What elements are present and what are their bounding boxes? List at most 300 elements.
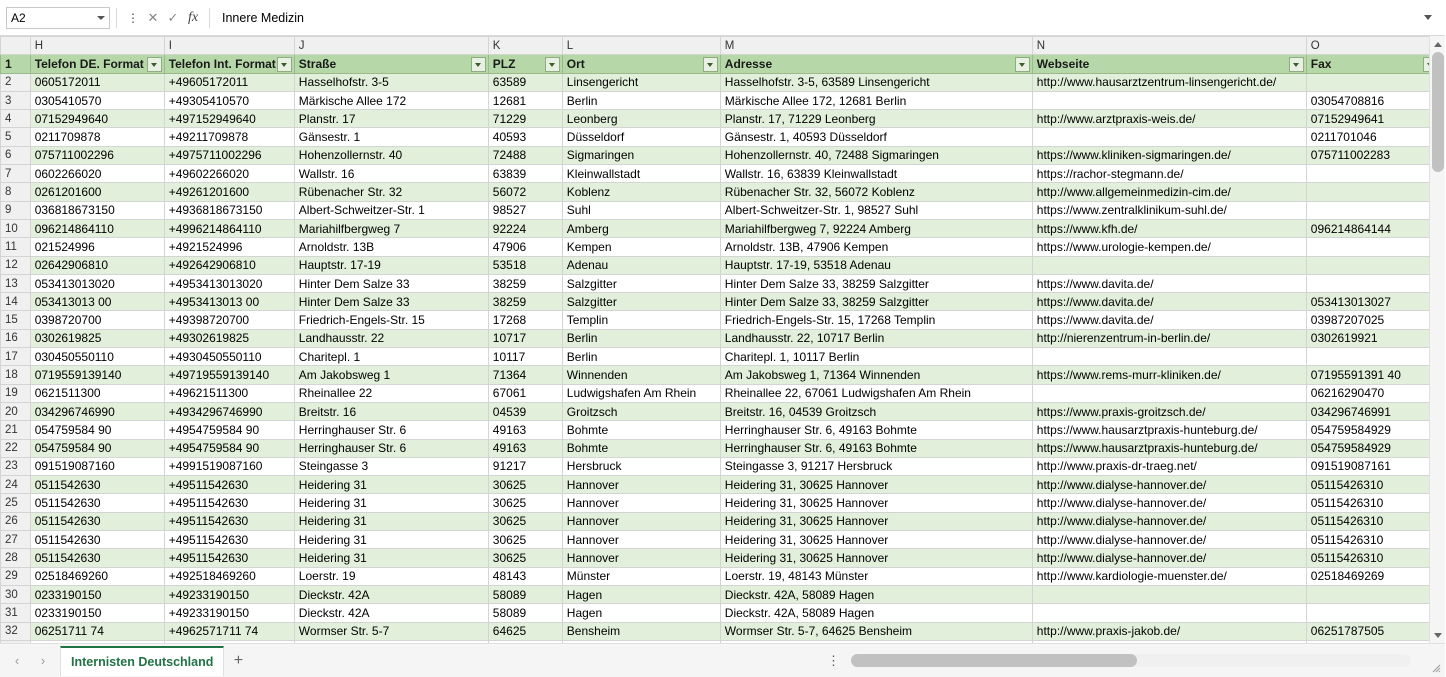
next-sheet-button[interactable]: › (40, 653, 46, 668)
grid-cell[interactable]: 0302619825 (30, 329, 164, 347)
grid-cell[interactable]: 56072 (488, 183, 562, 201)
grid-cell[interactable]: Hauptstr. 17-19, 53518 Adenau (720, 256, 1032, 274)
grid-cell[interactable]: 98527 (488, 201, 562, 219)
table-row[interactable] (1, 439, 1441, 457)
insert-function-icon[interactable]: fx (187, 9, 199, 25)
grid-cell[interactable]: 096214864110 (30, 219, 164, 237)
grid-cell[interactable]: Hinter Dem Salze 33 (294, 274, 488, 292)
grid-cell[interactable]: Bohmte (562, 421, 720, 439)
grid-cell[interactable]: +49302619825 (164, 329, 294, 347)
vertical-scrollbar[interactable] (1429, 36, 1445, 643)
grid-cell[interactable]: Wallstr. 16, 63839 Kleinwallstadt (720, 165, 1032, 183)
row-header-32[interactable]: 32 (1, 622, 31, 640)
grid-cell[interactable]: Mariahilfbergweg 7, 92224 Amberg (720, 219, 1032, 237)
grid-cell[interactable]: 67061 (488, 384, 562, 402)
grid-cell[interactable]: http://www.arztpraxis-weis.de/ (1032, 110, 1306, 128)
grid-cell[interactable]: +4954759584 90 (164, 421, 294, 439)
grid-cell[interactable]: 63839 (488, 165, 562, 183)
grid-cell[interactable]: http://www.dialyse-hannover.de/ (1032, 512, 1306, 530)
grid-cell[interactable]: Albert-Schweitzer-Str. 1 (294, 201, 488, 219)
grid-cell[interactable]: Heidering 31 (294, 549, 488, 567)
grid-cell[interactable]: Kempen (562, 238, 720, 256)
table-header-cell[interactable] (488, 55, 562, 73)
grid-cell[interactable]: Heidering 31, 30625 Hannover (720, 512, 1032, 530)
grid-cell[interactable]: Sigmaringen (562, 146, 720, 164)
grid-cell[interactable] (1032, 348, 1306, 366)
grid-cell[interactable]: 40593 (488, 128, 562, 146)
row-header-23[interactable]: 23 (1, 457, 31, 475)
grid-cell[interactable]: Loerstr. 19, 48143 Münster (720, 567, 1032, 585)
grid-cell[interactable]: +49719559139140 (164, 366, 294, 384)
grid-cell[interactable]: Herringhauser Str. 6 (294, 439, 488, 457)
grid-cell[interactable]: Dieckstr. 42A (294, 604, 488, 622)
grid-cell[interactable]: +49233190150 (164, 604, 294, 622)
grid-cell[interactable]: +49398720700 (164, 311, 294, 329)
row-header-3[interactable]: 3 (1, 91, 31, 109)
grid-cell[interactable]: Steingasse 3, 91217 Hersbruck (720, 457, 1032, 475)
grid-cell[interactable]: Planstr. 17, 71229 Leonberg (720, 110, 1032, 128)
grid-cell[interactable]: Arnoldstr. 13B (294, 238, 488, 256)
grid-cell[interactable]: Salzgitter (562, 274, 720, 292)
grid-cell[interactable]: Herringhauser Str. 6, 49163 Bohmte (720, 421, 1032, 439)
grid-cell[interactable]: +49605172011 (164, 73, 294, 91)
grid-cell[interactable]: Gänsestr. 1 (294, 128, 488, 146)
row-header-2[interactable]: 2 (1, 73, 31, 91)
grid-cell[interactable]: https://www.zentralklinikum-suhl.de/ (1032, 201, 1306, 219)
grid-cell[interactable]: 06216290470 (1306, 384, 1440, 402)
grid-cell[interactable]: Heidering 31 (294, 512, 488, 530)
grid-cell[interactable]: Hannover (562, 476, 720, 494)
grid-cell[interactable]: 091519087160 (30, 457, 164, 475)
grid-cell[interactable]: Friedrich-Engels-Str. 15 (294, 311, 488, 329)
grid-cell[interactable]: 054759584929 (1306, 421, 1440, 439)
table-row[interactable] (1, 256, 1441, 274)
grid-cell[interactable]: 30625 (488, 549, 562, 567)
grid-cell[interactable]: 30625 (488, 476, 562, 494)
grid-cell[interactable]: Hohenzollernstr. 40, 72488 Sigmaringen (720, 146, 1032, 164)
grid-cell[interactable]: 10117 (488, 348, 562, 366)
grid-cell[interactable]: 04539 (488, 402, 562, 420)
grid-cell[interactable]: 096214864144 (1306, 219, 1440, 237)
grid-cell[interactable]: http://www.dialyse-hannover.de/ (1032, 531, 1306, 549)
grid-cell[interactable]: 58089 (488, 585, 562, 603)
row-header-13[interactable]: 13 (1, 274, 31, 292)
grid-cell[interactable]: Arnoldstr. 13B, 47906 Kempen (720, 238, 1032, 256)
sheet-tab-internisten-deutschland[interactable]: Internisten Deutschland (60, 646, 224, 676)
grid-cell[interactable]: Ludwigshafen Am Rhein (562, 384, 720, 402)
grid-cell[interactable]: https://www.kliniken-sigmaringen.de/ (1032, 146, 1306, 164)
grid-cell[interactable]: +492518469260 (164, 567, 294, 585)
grid-cell[interactable]: 030450550110 (30, 348, 164, 366)
grid-cell[interactable]: Rheinallee 22, 67061 Ludwigshafen Am Rhein (720, 384, 1032, 402)
grid-cell[interactable]: Hannover (562, 512, 720, 530)
grid-cell[interactable]: +4921524996 (164, 238, 294, 256)
row-header-15[interactable]: 15 (1, 311, 31, 329)
grid-cell[interactable]: http://www.dialyse-hannover.de/ (1032, 494, 1306, 512)
grid-cell[interactable]: 036818673150 (30, 201, 164, 219)
table-header-cell[interactable] (720, 55, 1032, 73)
table-row[interactable] (1, 329, 1441, 347)
previous-sheet-button[interactable]: ‹ (14, 653, 20, 668)
grid-cell[interactable]: 0605172011 (30, 73, 164, 91)
grid-cell[interactable]: Suhl (562, 201, 720, 219)
filter-dropdown-icon[interactable] (1015, 57, 1030, 72)
grid-cell[interactable]: http://www.allgemeinmedizin-cim.de/ (1032, 183, 1306, 201)
grid-cell[interactable]: Dieckstr. 42A, 58089 Hagen (720, 604, 1032, 622)
grid-cell[interactable]: Leonberg (562, 110, 720, 128)
filter-dropdown-icon[interactable] (545, 57, 560, 72)
grid-cell[interactable]: 0511542630 (30, 476, 164, 494)
grid-cell[interactable] (1032, 128, 1306, 146)
row-header-1[interactable]: 1 (1, 55, 31, 73)
grid-cell[interactable]: +4930450550110 (164, 348, 294, 366)
row-header-4[interactable]: 4 (1, 110, 31, 128)
name-box[interactable] (6, 7, 110, 29)
table-row[interactable] (1, 110, 1441, 128)
grid-cell[interactable]: +497152949640 (164, 110, 294, 128)
grid-cell[interactable]: 30625 (488, 494, 562, 512)
grid-cell[interactable]: Berlin (562, 348, 720, 366)
grid-cell[interactable]: 05115426310 (1306, 531, 1440, 549)
table-row[interactable] (1, 91, 1441, 109)
column-header-l[interactable]: L (562, 37, 720, 55)
grid-cell[interactable]: +49621511300 (164, 384, 294, 402)
grid-cell[interactable] (1306, 165, 1440, 183)
grid-cell[interactable]: Märkische Allee 172 (294, 91, 488, 109)
grid-cell[interactable]: Kleinwallstadt (562, 165, 720, 183)
row-header-20[interactable]: 20 (1, 402, 31, 420)
table-row[interactable] (1, 219, 1441, 237)
grid-cell[interactable]: Herringhauser Str. 6, 49163 Bohmte (720, 439, 1032, 457)
grid-cell[interactable]: +49511542630 (164, 476, 294, 494)
grid-cell[interactable]: 58089 (488, 604, 562, 622)
grid-cell[interactable]: https://www.kfh.de/ (1032, 219, 1306, 237)
grid-cell[interactable]: Planstr. 17 (294, 110, 488, 128)
grid-cell[interactable]: 03987207025 (1306, 311, 1440, 329)
grid-cell[interactable]: 075711002283 (1306, 146, 1440, 164)
grid-cell[interactable]: 72488 (488, 146, 562, 164)
grid-cell[interactable]: +49602266020 (164, 165, 294, 183)
grid-cell[interactable]: Gänsestr. 1, 40593 Düsseldorf (720, 128, 1032, 146)
row-header-12[interactable]: 12 (1, 256, 31, 274)
row-header-22[interactable]: 22 (1, 439, 31, 457)
grid-cell[interactable]: Breitstr. 16 (294, 402, 488, 420)
grid-cell[interactable]: https://www.davita.de/ (1032, 274, 1306, 292)
grid-cell[interactable]: https://rachor-stegmann.de/ (1032, 165, 1306, 183)
grid-cell[interactable]: 07152949640 (30, 110, 164, 128)
grid-cell[interactable]: Mariahilfbergweg 7 (294, 219, 488, 237)
grid-cell[interactable]: http://www.kardiologie-muenster.de/ (1032, 567, 1306, 585)
grid-cell[interactable]: https://www.hausarztpraxis-hunteburg.de/ (1032, 439, 1306, 457)
grid-cell[interactable]: 92224 (488, 219, 562, 237)
grid-cell[interactable] (1306, 183, 1440, 201)
grid-cell[interactable]: Bensheim (562, 622, 720, 640)
horizontal-scrollbar[interactable] (851, 654, 1411, 667)
grid-cell[interactable]: 07195591391 40 (1306, 366, 1440, 384)
grid-cell[interactable]: Hasselhofstr. 3-5, 63589 Linsengericht (720, 73, 1032, 91)
grid-cell[interactable]: 06251711 74 (30, 622, 164, 640)
grid-cell[interactable]: Heidering 31, 30625 Hannover (720, 549, 1032, 567)
grid-cell[interactable]: Hauptstr. 17-19 (294, 256, 488, 274)
expand-formula-bar-button[interactable] (1417, 7, 1439, 29)
table-row[interactable] (1, 146, 1441, 164)
grid-cell[interactable]: 47906 (488, 238, 562, 256)
grid-cell[interactable]: Rheinallee 22 (294, 384, 488, 402)
grid-cell[interactable] (1306, 201, 1440, 219)
table-row[interactable] (1, 366, 1441, 384)
more-options-icon[interactable]: ⋮ (127, 10, 139, 25)
row-header-26[interactable]: 26 (1, 512, 31, 530)
grid-cell[interactable]: http://www.praxis-dr-traeg.net/ (1032, 457, 1306, 475)
table-row[interactable] (1, 311, 1441, 329)
grid-cell[interactable]: 48143 (488, 567, 562, 585)
grid-cell[interactable] (1032, 91, 1306, 109)
grid-cell[interactable]: +49511542630 (164, 494, 294, 512)
grid-cell[interactable]: https://www.hausarztpraxis-hunteburg.de/ (1032, 421, 1306, 439)
grid-cell[interactable]: 64625 (488, 622, 562, 640)
table-header-cell[interactable] (294, 55, 488, 73)
add-sheet-button[interactable]: + (233, 651, 244, 669)
table-row[interactable] (1, 293, 1441, 311)
formula-input[interactable]: Innere Medizin (216, 7, 1417, 29)
filter-dropdown-icon[interactable] (703, 57, 718, 72)
cancel-icon[interactable]: ✕ (147, 9, 159, 25)
table-row[interactable] (1, 73, 1441, 91)
grid-cell[interactable]: 91217 (488, 457, 562, 475)
grid-cell[interactable]: +4936818673150 (164, 201, 294, 219)
grid-cell[interactable]: 06251787505 (1306, 622, 1440, 640)
grid-cell[interactable]: https://www.rems-murr-kliniken.de/ (1032, 366, 1306, 384)
grid-cell[interactable]: +49511542630 (164, 549, 294, 567)
grid-cell[interactable]: Templin (562, 311, 720, 329)
grid-cell[interactable]: Berlin (562, 329, 720, 347)
grid-cell[interactable]: 05115426310 (1306, 512, 1440, 530)
column-header-h[interactable]: H (30, 37, 164, 55)
grid-cell[interactable]: 0302619921 (1306, 329, 1440, 347)
grid-cell[interactable]: +49511542630 (164, 512, 294, 530)
grid-cell[interactable]: Linsengericht (562, 73, 720, 91)
row-header-25[interactable]: 25 (1, 494, 31, 512)
grid-cell[interactable]: +4996214864110 (164, 219, 294, 237)
select-all-corner[interactable] (1, 37, 31, 55)
table-row[interactable] (1, 384, 1441, 402)
row-header-10[interactable]: 10 (1, 219, 31, 237)
grid-cell[interactable]: Rübenacher Str. 32, 56072 Koblenz (720, 183, 1032, 201)
grid-cell[interactable]: 07152949641 (1306, 110, 1440, 128)
grid-cell[interactable]: Hagen (562, 604, 720, 622)
grid-cell[interactable]: http://nierenzentrum-in-berlin.de/ (1032, 329, 1306, 347)
table-header-cell[interactable] (164, 55, 294, 73)
table-header-cell[interactable] (562, 55, 720, 73)
grid-cell[interactable]: 091519087161 (1306, 457, 1440, 475)
table-row[interactable] (1, 402, 1441, 420)
grid-cell[interactable]: 05115426310 (1306, 549, 1440, 567)
grid-cell[interactable]: 30625 (488, 512, 562, 530)
row-header-7[interactable]: 7 (1, 165, 31, 183)
grid-cell[interactable]: +4954759584 90 (164, 439, 294, 457)
grid-cell[interactable]: Hagen (562, 585, 720, 603)
grid-cell[interactable]: https://www.urologie-kempen.de/ (1032, 238, 1306, 256)
grid-cell[interactable]: 0621511300 (30, 384, 164, 402)
grid-cell[interactable]: +49261201600 (164, 183, 294, 201)
grid-cell[interactable]: 05115426310 (1306, 476, 1440, 494)
table-row[interactable] (1, 494, 1441, 512)
grid-cell[interactable]: Düsseldorf (562, 128, 720, 146)
grid-cell[interactable] (1032, 256, 1306, 274)
grid-cell[interactable]: 0511542630 (30, 549, 164, 567)
row-header-8[interactable]: 8 (1, 183, 31, 201)
grid-cell[interactable]: 0511542630 (30, 531, 164, 549)
grid-cell[interactable]: Rübenacher Str. 32 (294, 183, 488, 201)
grid-cell[interactable]: 03054708816 (1306, 91, 1440, 109)
column-header-i[interactable]: I (164, 37, 294, 55)
grid-cell[interactable]: 0261201600 (30, 183, 164, 201)
grid-cell[interactable]: +4975711002296 (164, 146, 294, 164)
vertical-scrollbar-thumb[interactable] (1432, 52, 1444, 172)
grid-cell[interactable]: 053413013020 (30, 274, 164, 292)
grid-cell[interactable] (1306, 274, 1440, 292)
grid-cell[interactable]: Heidering 31, 30625 Hannover (720, 476, 1032, 494)
table-header-cell[interactable] (1032, 55, 1306, 73)
grid-cell[interactable]: 10717 (488, 329, 562, 347)
grid-cell[interactable]: 053413013027 (1306, 293, 1440, 311)
grid-cell[interactable]: Berlin (562, 91, 720, 109)
column-header-n[interactable]: N (1032, 37, 1306, 55)
table-row[interactable] (1, 567, 1441, 585)
table-row[interactable] (1, 165, 1441, 183)
grid-cell[interactable]: 30625 (488, 531, 562, 549)
row-header-14[interactable]: 14 (1, 293, 31, 311)
grid-cell[interactable]: Hannover (562, 549, 720, 567)
grid-cell[interactable]: Amberg (562, 219, 720, 237)
grid-cell[interactable]: https://www.davita.de/ (1032, 293, 1306, 311)
row-header-24[interactable]: 24 (1, 476, 31, 494)
grid-cell[interactable] (1032, 384, 1306, 402)
grid-cell[interactable]: 38259 (488, 293, 562, 311)
row-header-31[interactable]: 31 (1, 604, 31, 622)
grid-cell[interactable]: 0602266020 (30, 165, 164, 183)
grid-cell[interactable]: https://www.praxis-groitzsch.de/ (1032, 402, 1306, 420)
table-header-cell[interactable] (1306, 55, 1440, 73)
grid-cell[interactable]: +4953413013 00 (164, 293, 294, 311)
grid-cell[interactable]: 0233190150 (30, 585, 164, 603)
grid-cell[interactable]: 0305410570 (30, 91, 164, 109)
confirm-icon[interactable]: ✓ (167, 9, 179, 25)
column-header-m[interactable]: M (720, 37, 1032, 55)
row-header-18[interactable]: 18 (1, 366, 31, 384)
row-header-21[interactable]: 21 (1, 421, 31, 439)
grid-cell[interactable]: http://www.dialyse-hannover.de/ (1032, 549, 1306, 567)
table-row[interactable] (1, 585, 1441, 603)
table-row[interactable] (1, 549, 1441, 567)
table-row[interactable] (1, 274, 1441, 292)
grid-cell[interactable]: 0511542630 (30, 512, 164, 530)
table-row[interactable] (1, 512, 1441, 530)
row-header-16[interactable]: 16 (1, 329, 31, 347)
grid-cell[interactable]: Hannover (562, 531, 720, 549)
table-row[interactable] (1, 348, 1441, 366)
table-row[interactable] (1, 201, 1441, 219)
grid-cell[interactable]: +49211709878 (164, 128, 294, 146)
grid-cell[interactable]: http://www.hausarztzentrum-linsengericht.de/ (1032, 73, 1306, 91)
filter-dropdown-icon[interactable] (277, 57, 292, 72)
grid-cell[interactable]: Herringhauser Str. 6 (294, 421, 488, 439)
chevron-down-icon[interactable] (97, 16, 105, 20)
table-row[interactable] (1, 128, 1441, 146)
grid-cell[interactable] (1306, 238, 1440, 256)
grid-cell[interactable]: Hannover (562, 494, 720, 512)
row-header-9[interactable]: 9 (1, 201, 31, 219)
grid-cell[interactable]: Breitstr. 16, 04539 Groitzsch (720, 402, 1032, 420)
grid-cell[interactable]: 53518 (488, 256, 562, 274)
grid-cell[interactable]: 0233190150 (30, 604, 164, 622)
grid-cell[interactable]: http://www.praxis-jakob.de/ (1032, 622, 1306, 640)
grid-cell[interactable]: +4991519087160 (164, 457, 294, 475)
grid-cell[interactable] (1306, 256, 1440, 274)
grid-cell[interactable]: Charitepl. 1 (294, 348, 488, 366)
row-header-5[interactable]: 5 (1, 128, 31, 146)
table-row[interactable] (1, 183, 1441, 201)
grid-cell[interactable] (1306, 585, 1440, 603)
grid-cell[interactable]: 38259 (488, 274, 562, 292)
grid-cell[interactable]: Dieckstr. 42A (294, 585, 488, 603)
grid-cell[interactable]: Heidering 31 (294, 531, 488, 549)
table-row[interactable] (1, 476, 1441, 494)
grid-cell[interactable]: http://www.dialyse-hannover.de/ (1032, 476, 1306, 494)
grid-cell[interactable]: 075711002296 (30, 146, 164, 164)
grid-cell[interactable]: 05115426310 (1306, 494, 1440, 512)
spreadsheet-grid[interactable] (0, 36, 1445, 643)
scroll-down-icon[interactable] (1430, 627, 1446, 643)
grid-cell[interactable]: +4962571711 74 (164, 622, 294, 640)
grid-cell[interactable]: Am Jakobsweg 1 (294, 366, 488, 384)
grid-cell[interactable]: 12681 (488, 91, 562, 109)
grid-cell[interactable]: 17268 (488, 311, 562, 329)
grid-cell[interactable]: Loerstr. 19 (294, 567, 488, 585)
row-header-19[interactable]: 19 (1, 384, 31, 402)
grid-cell[interactable]: Hersbruck (562, 457, 720, 475)
grid-cell[interactable]: 02518469269 (1306, 567, 1440, 585)
grid-cell[interactable]: 71229 (488, 110, 562, 128)
grid-cell[interactable]: +49305410570 (164, 91, 294, 109)
table-row[interactable] (1, 238, 1441, 256)
grid-cell[interactable]: 0211701046 (1306, 128, 1440, 146)
row-header-30[interactable]: 30 (1, 585, 31, 603)
grid-cell[interactable]: 0511542630 (30, 494, 164, 512)
table-row[interactable] (1, 421, 1441, 439)
column-header-o[interactable]: O (1306, 37, 1440, 55)
grid-cell[interactable]: Hasselhofstr. 3-5 (294, 73, 488, 91)
row-header-6[interactable]: 6 (1, 146, 31, 164)
grid-cell[interactable]: Koblenz (562, 183, 720, 201)
grid-cell[interactable] (1032, 585, 1306, 603)
grid-cell[interactable]: +49233190150 (164, 585, 294, 603)
grid-cell[interactable]: +492642906810 (164, 256, 294, 274)
grid-cell[interactable]: Märkische Allee 172, 12681 Berlin (720, 91, 1032, 109)
grid-cell[interactable]: 71364 (488, 366, 562, 384)
grid-cell[interactable]: https://www.davita.de/ (1032, 311, 1306, 329)
grid-cell[interactable] (1032, 604, 1306, 622)
sheet-options-icon[interactable]: ⋮ (827, 652, 841, 668)
grid-cell[interactable]: 0719559139140 (30, 366, 164, 384)
grid-cell[interactable]: Wormser Str. 5-7 (294, 622, 488, 640)
grid-cell[interactable]: 02642906810 (30, 256, 164, 274)
row-header-17[interactable]: 17 (1, 348, 31, 366)
horizontal-scrollbar-thumb[interactable] (851, 654, 1137, 667)
grid-cell[interactable]: Landhausstr. 22 (294, 329, 488, 347)
grid-cell[interactable]: Heidering 31 (294, 476, 488, 494)
grid-cell[interactable]: +4934296746990 (164, 402, 294, 420)
